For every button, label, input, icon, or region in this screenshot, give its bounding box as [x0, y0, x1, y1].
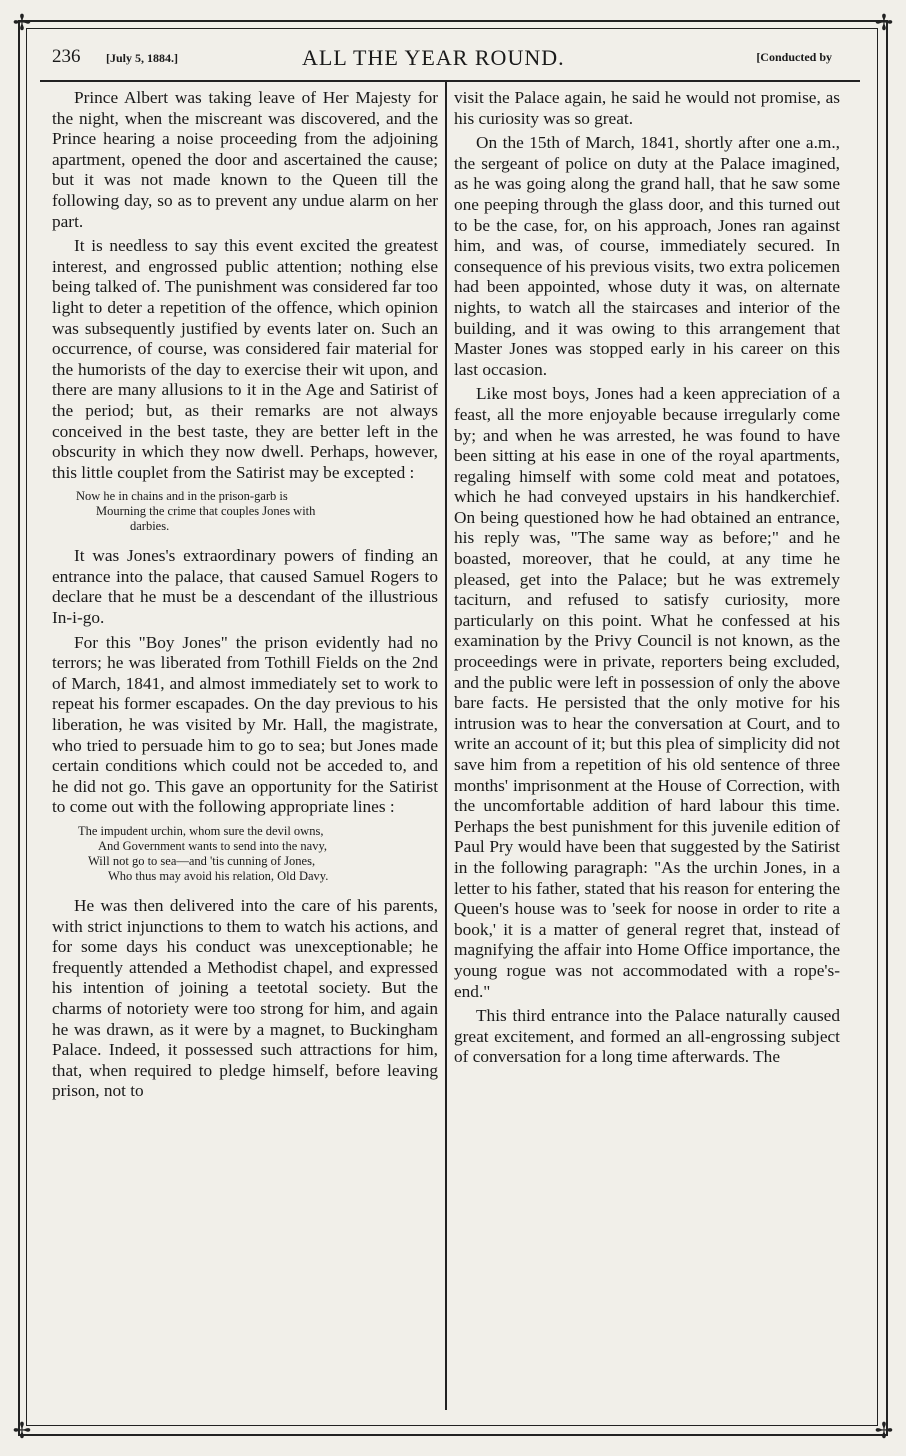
verse-line: darbies.	[130, 519, 170, 534]
issue-date: [July 5, 1884.]	[106, 51, 178, 65]
paragraph: Prince Albert was taking leave of Her Majesty for the night, when the miscreant was discovered, and the Prince hearing a noise proceeding from the adjoining apartment, opened the door and ascertained the cause; but it was not made known to the Queen till the following day, so as to prevent any undue alarm on her part.	[52, 88, 438, 231]
page-number: 236	[52, 46, 81, 67]
right-column	[454, 88, 840, 1072]
paragraph: He was then delivered into the care of his parents, with strict injunctions to them to watch his actions, and for some days his conduct was unexceptionable; he frequently attended a Methodist chapel, and expressed his intention of joining a teetotal society. But the charms of notoriety were too strong for him, and again he was drawn, as it were by a magnet, to Buckingham Palace. Indeed, it possessed such attractions for him, that, when required to pledge himself, before leaving prison, not to	[52, 896, 438, 1101]
verse-line: And Government wants to send into the navy,	[98, 839, 328, 853]
verse-line: Will not go to sea—and 'tis cunning of Jones,	[88, 854, 316, 868]
corner-ornament-icon: ✢	[12, 1419, 32, 1444]
verse-line: Mourning the crime that couples Jones with	[96, 504, 316, 519]
paragraph: This third entrance into the Palace naturally caused great excitement, and formed an all-engrossing subject of conversation for a long time afterwards. The	[454, 1006, 840, 1067]
page-header	[52, 46, 852, 78]
header-rule	[40, 80, 860, 82]
paragraph: On the 15th of March, 1841, shortly after one a.m., the sergeant of police on duty at the Palace imagined, as he was going along the grand hall, that he saw some one peeping through the glass door, and this turned out to be the case, for, on his approach, Jones ran against him, and was, of course, immediately secured. In consequence of his previous visits, two extra policemen had been appointed, whose duty it was, on alternate nights, to watch all the staircases and interior of the building, and it was owing to this arrangement that Master Jones was stopped early in his career on this last occasion.	[454, 133, 840, 379]
paragraph: visit the Palace again, he said he would not promise, as his curiosity was so great.	[454, 88, 840, 128]
verse-stanza	[52, 824, 438, 884]
left-column	[52, 88, 438, 1106]
corner-ornament-icon: ✢	[874, 1419, 894, 1444]
corner-ornament-icon: ✢	[12, 11, 32, 36]
column-divider	[445, 82, 447, 1410]
verse-line: Who thus may avoid his relation, Old Davy.	[108, 869, 329, 883]
paragraph: Like most boys, Jones had a keen appreciation of a feast, all the more enjoyable because irregularly come by; and when he was arrested, he was found to have been sitting at his ease in one of the royal apartments, regaling himself with some cold meat and potatoes, which he had conveyed upstairs in his handkerchief. On being questioned how he had obtained an entrance, his reply was, "The same way as before;" and he boasted, moreover, that he could, at any time he pleased, get into the Palace; but he was extremely taciturn, and refused to satisfy curiosity, more particularly on this point. What he confessed at his examination by the Privy Council is not known, as the proceedings were in private, reporters being excluded, and the public were left in possession of only the above bare facts. He persisted that the only motive for his intrusion was to hear the conversation at Court, and to write an account of it; but this plea of simplicity did not save him from a repetition of his old sentence of three months' imprisonment at the House of Correction, with the uncomfortable addition of hard labour this time. Perhaps the best punishment for this juvenile edition of Paul Pry would have been that suggested by the Satirist in the following paragraph: "As the urchin Jones, in a letter to his father, stated that his reason for entering the Queen's house was to 'seek for noose in order to rite a book,' it is a matter of general regret that, instead of magnifying the affair into Home Office importance, the young rogue was not accommodated with a rope's-end."	[454, 384, 840, 1001]
paragraph: It is needless to say this event excited the greatest interest, and engrossed public attention; nothing else being talked of. The punishment was considered far too light to deter a repetition of the offence, which opinion was subsequently justified by events later on. Such an occurrence, of course, was considered fair material for the humorists of the day to exercise their wit upon, and there are many allusions to it in the Age and Satirist of the period; but, as their remarks are not always conceived in the best taste, they are better left in the obscurity in which they now dwell. Perhaps, however, this little couplet from the Satirist may be excepted :	[52, 236, 438, 482]
paragraph: It was Jones's extraordinary powers of finding an entrance into the palace, that caused Samuel Rogers to declare that he must be a descendant of the illustrious In-i-go.	[52, 546, 438, 628]
verse-line: The impudent urchin, whom sure the devil owns,	[78, 824, 324, 838]
journal-title: ALL THE YEAR ROUND.	[302, 45, 565, 70]
paragraph: For this "Boy Jones" the prison evidently had no terrors; he was liberated from Tothill Fields on the 2nd of March, 1841, and almost immediately set to work to repeat his former escapades. On the day previous to his liberation, he was visited by Mr. Hall, the magistrate, who tried to persuade him to go to sea; but Jones made certain conditions which could not be acceded to, and he did not go. This gave an opportunity for the Satirist to come out with the following appropriate lines :	[52, 632, 438, 817]
verse-line: Now he in chains and in the prison-garb is	[76, 489, 288, 504]
corner-ornament-icon: ✢	[874, 11, 894, 36]
conducted-by: [Conducted by	[756, 50, 832, 64]
verse-couplet	[52, 489, 438, 534]
